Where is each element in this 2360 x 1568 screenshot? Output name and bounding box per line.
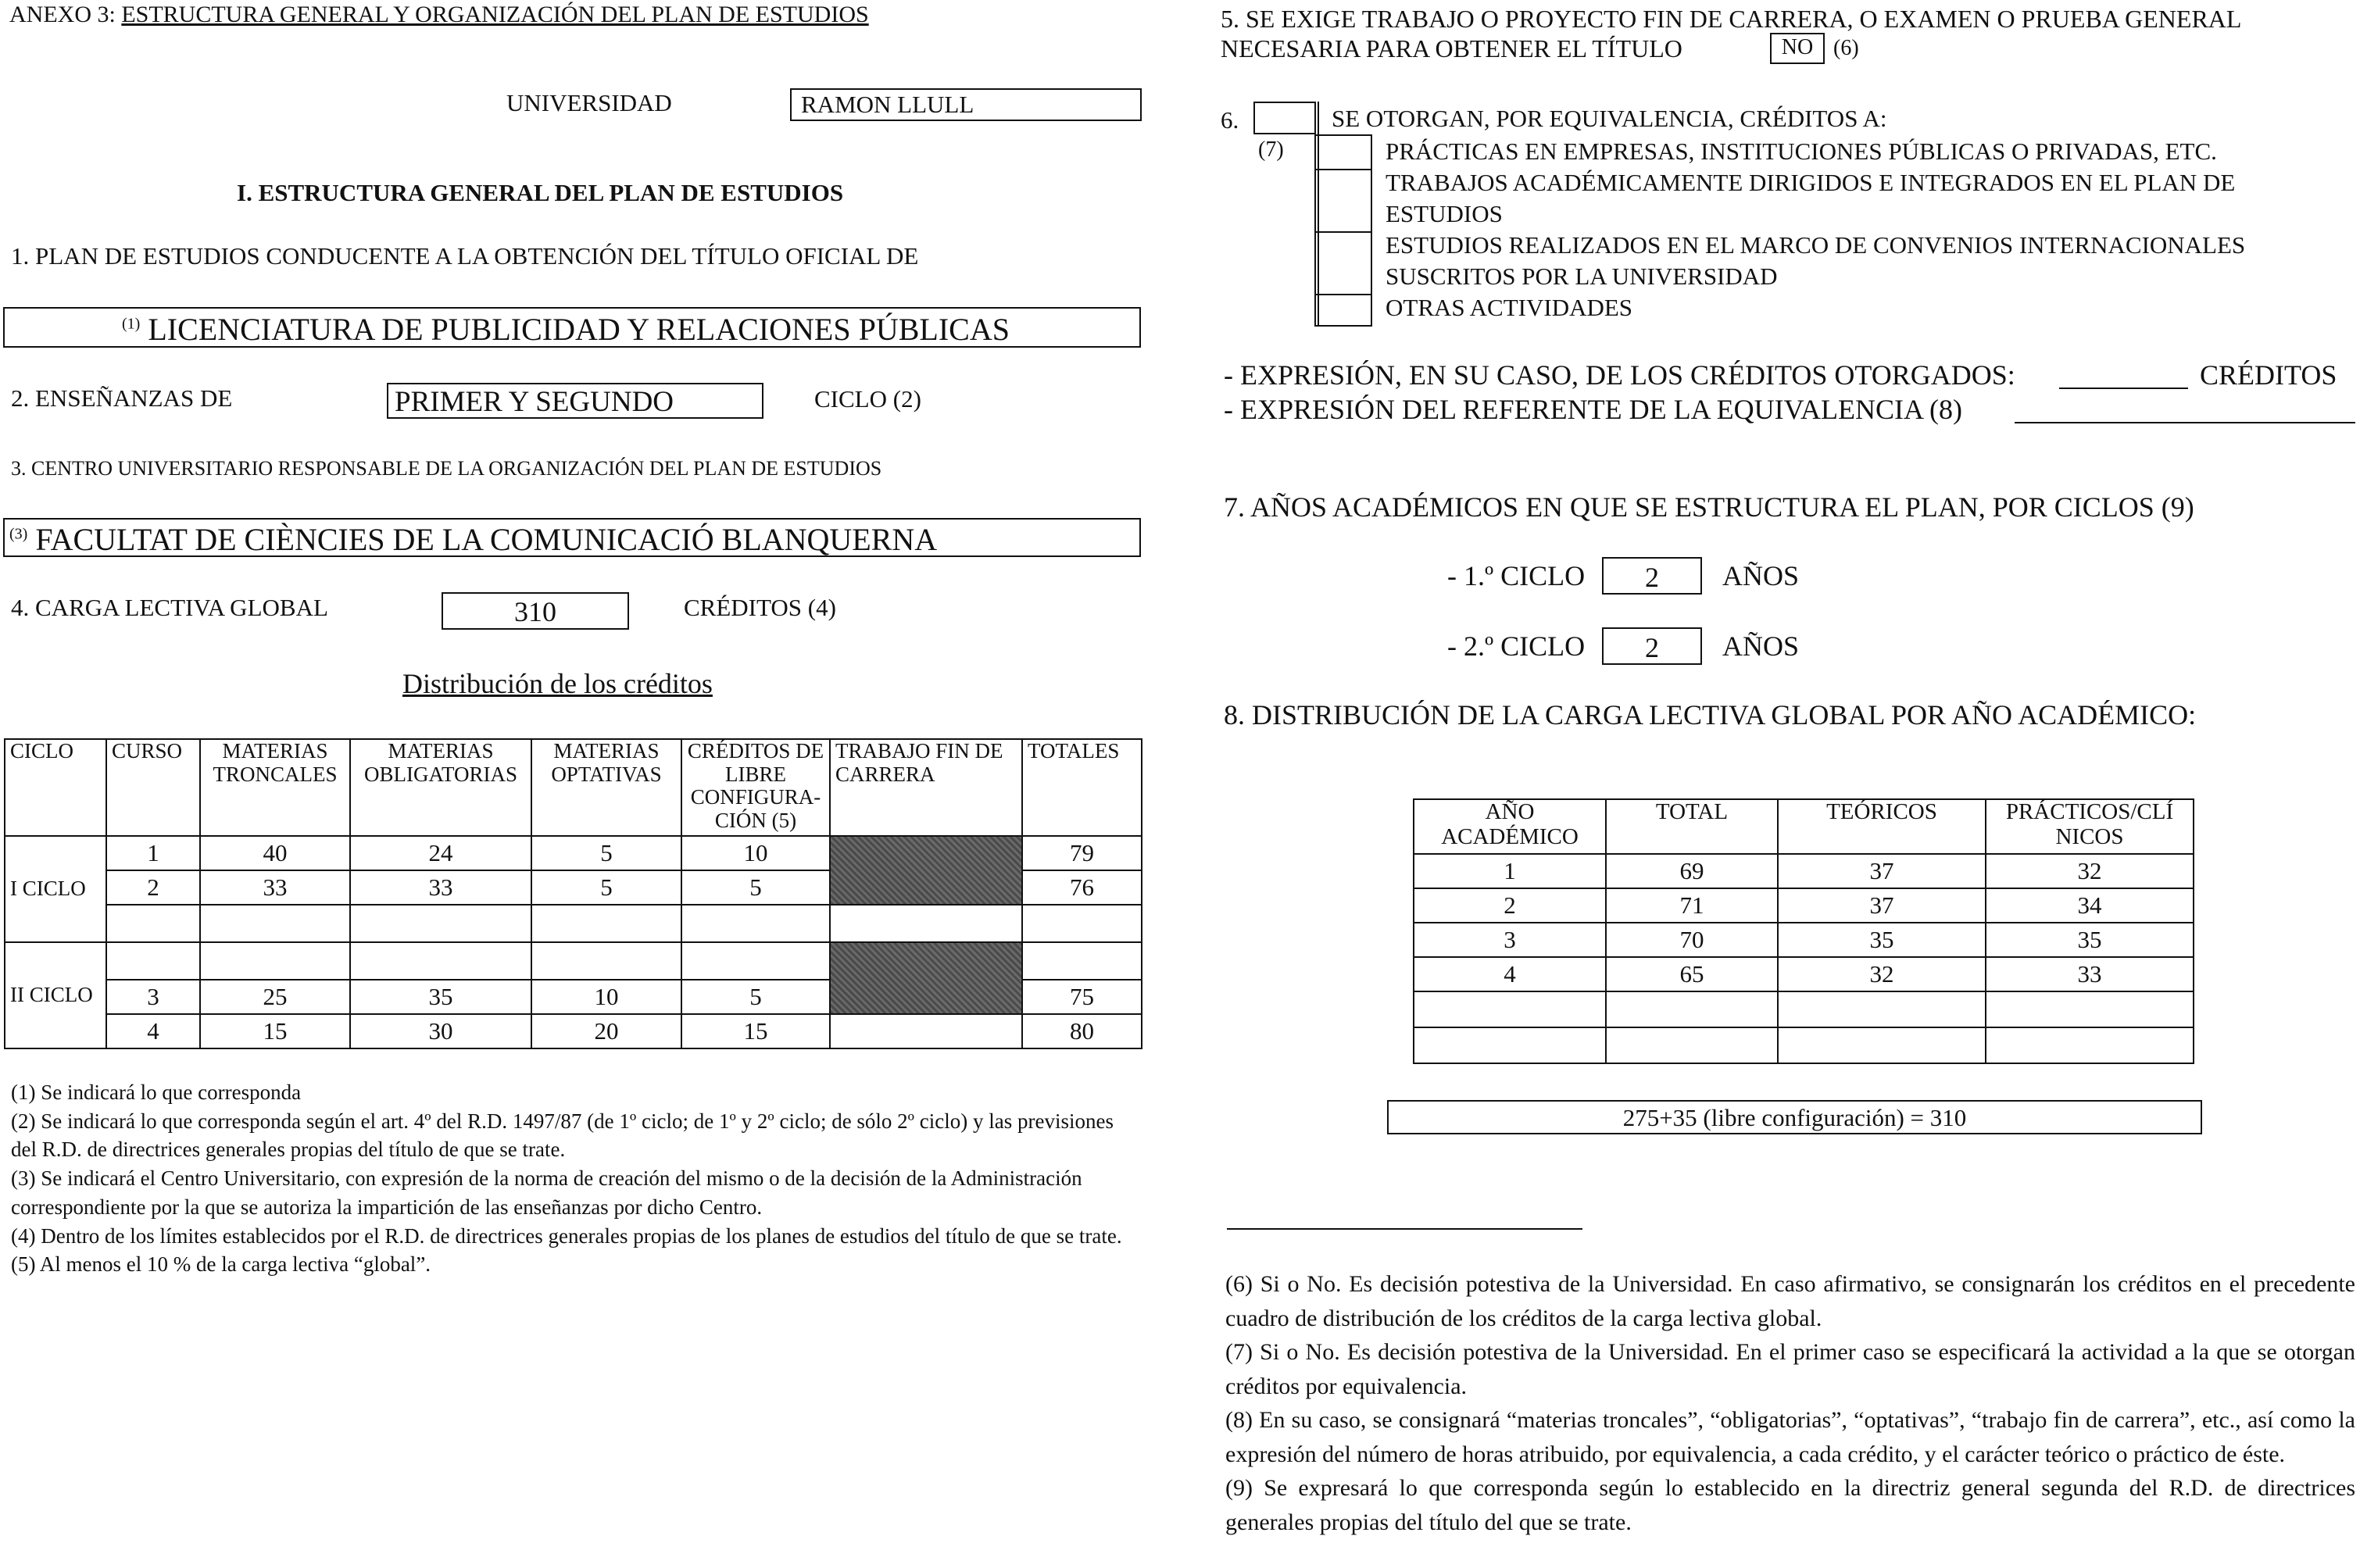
cycle-2-years-field	[1602, 627, 1702, 665]
cell-curso: 4	[106, 1014, 200, 1048]
cell-libre: 5	[681, 980, 830, 1014]
center-ref: (3)	[9, 525, 28, 543]
item-6-option-2: TRABAJOS ACADÉMICAMENTE DIRIGIDOS E INTEGRADOS EN EL PLAN DE	[1386, 169, 2236, 196]
cell-teoricos: 37	[1778, 854, 1986, 888]
total-credits-box	[1387, 1100, 2202, 1134]
cell-total: 76	[1022, 870, 1142, 905]
item-5-line-1: 5. SE EXIGE TRABAJO O PROYECTO FIN DE CARRERA, O EXAMEN O PRUEBA GENERAL	[1221, 5, 2242, 33]
item-6-option-3b: SUSCRITOS POR LA UNIVERSIDAD	[1386, 263, 1778, 290]
expression-credits-blank	[2059, 388, 2188, 389]
cell-optativas: 5	[531, 870, 681, 905]
cell-obligatorias: 24	[350, 836, 531, 870]
cell-total: 75	[1022, 980, 1142, 1014]
header-totales: TOTALES	[1022, 739, 1142, 836]
cell-total: 79	[1022, 836, 1142, 870]
annual-table-row	[1414, 888, 2194, 923]
cell-troncales: 15	[200, 1014, 350, 1048]
annual-load-table	[1413, 798, 2194, 1064]
expression-credits-suffix: CRÉDITOS	[2200, 359, 2337, 391]
university-value: RAMON LLULL	[801, 91, 974, 118]
cell-optativas: 20	[531, 1014, 681, 1048]
item-5-line-2: NECESARIA PARA OBTENER EL TÍTULO	[1221, 34, 1682, 63]
degree-title-value: LICENCIATURA DE PUBLICIDAD Y RELACIONES PÚBLICAS	[148, 312, 1010, 347]
header-obligatorias: MATERIAS OBLIGATORIAS	[350, 739, 531, 836]
cycle-2-years-value: 2	[1645, 632, 1659, 663]
header-ano-academico: AÑO ACADÉMICO	[1414, 799, 1606, 854]
annual-table-row	[1414, 957, 2194, 991]
teaching-cycle-value: PRIMER Y SEGUNDO	[395, 386, 674, 418]
footnote-5: (5) Al menos el 10 % de la carga lectiva “global”.	[11, 1252, 431, 1277]
cell-total: 80	[1022, 1014, 1142, 1048]
center-field	[3, 518, 1141, 557]
table-row	[5, 836, 1142, 870]
table-row	[5, 1014, 1142, 1048]
cell-year: 2	[1414, 888, 1606, 923]
cell-obligatorias: 33	[350, 870, 531, 905]
footnote-2: (2) Se indicará lo que corresponda según el art. 4º del R.D. 1497/87 (de 1º ciclo; de 1º y 2º ciclo; de sólo 2º ciclo) y las previsiones del R.D. de directrices generales propias del título de que se trate.	[11, 1109, 1114, 1162]
distribution-title: Distribución de los créditos	[402, 668, 713, 699]
footnote-6: (6) Si o No. Es decisión potestiva de la Universidad. En caso afirmativo, se consignarán los créditos en el precedente cuadro de distribución de los créditos de la carga lectiva global.	[1225, 1271, 2355, 1331]
cycle-1-years-field	[1602, 557, 1702, 595]
item-6-answer-box	[1253, 102, 1316, 134]
item-6-option-boxes	[1314, 134, 1372, 327]
cell-year: 4	[1414, 957, 1606, 991]
cell-troncales: 40	[200, 836, 350, 870]
header-optativas: MATERIAS OPTATIVAS	[531, 739, 681, 836]
cell-troncales: 33	[200, 870, 350, 905]
cell-optativas: 10	[531, 980, 681, 1014]
item-1-label: 1. PLAN DE ESTUDIOS CONDUCENTE A LA OBTENCIÓN DEL TÍTULO OFICIAL DE	[11, 242, 919, 270]
cell-trabajo-fin-shaded	[830, 942, 1022, 1014]
item-6-option-1: PRÁCTICAS EN EMPRESAS, INSTITUCIONES PÚBLICAS O PRIVADAS, ETC.	[1386, 138, 2217, 165]
annual-table-row	[1414, 923, 2194, 957]
header-teoricos: TEÓRICOS	[1778, 799, 1986, 854]
cell-curso: 1	[106, 836, 200, 870]
cycle-2-label: II CICLO	[5, 942, 106, 1048]
teaching-cycle-field	[387, 383, 763, 419]
annual-table-row-empty	[1414, 1027, 2194, 1063]
header-troncales: MATERIAS TRONCALES	[200, 739, 350, 836]
header-practicos: PRÁCTICOS/CLÍ NICOS	[1986, 799, 2194, 854]
item-5-ref: (6)	[1833, 36, 1859, 60]
university-label: UNIVERSIDAD	[506, 89, 672, 116]
footnote-9: (9) Se expresará lo que corresponda según lo establecido en la directriz general segunda del R.D. de directrices generales propias del título del que se trate.	[1225, 1475, 2355, 1535]
header-trabajo-fin: TRABAJO FIN DE CARRERA	[830, 739, 1022, 836]
credits-value: 310	[514, 596, 556, 627]
credits-field	[442, 592, 629, 630]
cell-trabajo-fin	[830, 1014, 1022, 1048]
footnote-separator	[1227, 1228, 1582, 1230]
cell-total: 70	[1606, 923, 1778, 957]
footnote-8: (8) En su caso, se consignará “materias troncales”, “obligatorias”, “optativas”, “trabajo fin de carrera”, etc., así como la expresión del número de horas atribuido, por equivalencia, a cada crédito, y el carácter teórico o práctico de éste.	[1225, 1407, 2355, 1467]
cell-teoricos: 37	[1778, 888, 1986, 923]
item-2-suffix: CICLO (2)	[814, 385, 921, 413]
annex-title: ESTRUCTURA GENERAL Y ORGANIZACIÓN DEL PLAN DE ESTUDIOS	[121, 2, 869, 27]
cycle-2-years-unit: AÑOS	[1722, 630, 1800, 662]
cell-teoricos: 32	[1778, 957, 1986, 991]
cell-practicos: 33	[1986, 957, 2194, 991]
section-title: I. ESTRUCTURA GENERAL DEL PLAN DE ESTUDIOS	[237, 179, 844, 206]
center-name	[9, 522, 937, 558]
center-value: FACULTAT DE CIÈNCIES DE LA COMUNICACIÓ BLANQUERNA	[35, 522, 938, 557]
item-5-answer-field	[1770, 33, 1825, 64]
footnote-7: (7) Si o No. Es decisión potestiva de la Universidad. En el primer caso se especificará la actividad a la que se otorgan créditos por equivalencia.	[1225, 1339, 2355, 1399]
cycle-1-years-unit: AÑOS	[1722, 560, 1800, 591]
item-6-option-4: OTRAS ACTIVIDADES	[1386, 294, 1633, 321]
item-6-option-2b: ESTUDIOS	[1386, 200, 1503, 227]
cell-libre: 15	[681, 1014, 830, 1048]
item-5-answer: NO	[1781, 35, 1814, 59]
header-libre-configuracion: CRÉDITOS DE LIBRE CONFIGURA-CIÓN (5)	[681, 739, 830, 836]
item-6-number: 6.	[1221, 106, 1239, 134]
table-row-empty	[5, 942, 1142, 980]
cell-obligatorias: 30	[350, 1014, 531, 1048]
expression-credits-label: - EXPRESIÓN, EN SU CASO, DE LOS CRÉDITOS OTORGADOS:	[1224, 359, 2015, 391]
annual-table-row	[1414, 854, 2194, 888]
cell-curso: 3	[106, 980, 200, 1014]
header-total: TOTAL	[1606, 799, 1778, 854]
cell-total: 65	[1606, 957, 1778, 991]
cell-practicos: 35	[1986, 923, 2194, 957]
annex-prefix: ANEXO 3:	[9, 2, 116, 27]
cell-year: 3	[1414, 923, 1606, 957]
annex-heading	[9, 2, 869, 29]
cycle-1-label: I CICLO	[5, 836, 106, 942]
item-6-option-3: ESTUDIOS REALIZADOS EN EL MARCO DE CONVENIOS INTERNACIONALES	[1386, 231, 2246, 259]
table-header-row	[5, 739, 1142, 836]
cell-year: 1	[1414, 854, 1606, 888]
right-footnotes	[1225, 1267, 2355, 1539]
annual-table-header-row	[1414, 799, 2194, 854]
cell-obligatorias: 35	[350, 980, 531, 1014]
cell-troncales: 25	[200, 980, 350, 1014]
item-4-suffix: CRÉDITOS (4)	[684, 594, 836, 621]
university-field	[790, 88, 1142, 121]
cell-teoricos: 35	[1778, 923, 1986, 957]
cycle-1-years-label: - 1.º CICLO	[1447, 560, 1586, 591]
item-7-label: 7. AÑOS ACADÉMICOS EN QUE SE ESTRUCTURA EL PLAN, POR CICLOS (9)	[1224, 491, 2194, 523]
item-6-ref: (7)	[1258, 138, 1284, 162]
cycle-1-years-value: 2	[1645, 562, 1659, 593]
footnote-1: (1) Se indicará lo que corresponda	[11, 1080, 302, 1104]
left-footnotes	[11, 1078, 1136, 1279]
cell-total: 69	[1606, 854, 1778, 888]
cell-optativas: 5	[531, 836, 681, 870]
item-4-label: 4. CARGA LECTIVA GLOBAL	[11, 594, 328, 621]
item-2-label: 2. ENSEÑANZAS DE	[11, 384, 233, 412]
total-credits-formula: 275+35 (libre configuración) = 310	[1622, 1104, 1967, 1131]
header-ciclo: CICLO	[5, 739, 106, 836]
item-3-label: 3. CENTRO UNIVERSITARIO RESPONSABLE DE LA ORGANIZACIÓN DEL PLAN DE ESTUDIOS	[11, 457, 882, 480]
degree-title	[122, 312, 1010, 348]
header-curso: CURSO	[106, 739, 200, 836]
degree-title-field	[3, 307, 1141, 348]
credits-distribution-table	[4, 738, 1142, 1049]
degree-title-ref: (1)	[122, 315, 141, 333]
cell-curso: 2	[106, 870, 200, 905]
cell-practicos: 34	[1986, 888, 2194, 923]
annual-table-row-empty	[1414, 991, 2194, 1027]
cell-total: 71	[1606, 888, 1778, 923]
cell-trabajo-fin-shaded	[830, 836, 1022, 905]
cell-libre: 5	[681, 870, 830, 905]
cell-practicos: 32	[1986, 854, 2194, 888]
footnote-3: (3) Se indicará el Centro Universitario, con expresión de la norma de creación del mismo o de la decisión de la Administración correspondiente por la que se autoriza la impartición de las enseñanzas por dicho Centro.	[11, 1166, 1082, 1219]
footnote-4: (4) Dentro de los límites establecidos por el R.D. de directrices generales propias de los planes de estudios del título de que se trate.	[11, 1223, 1122, 1248]
item-8-label: 8. DISTRIBUCIÓN DE LA CARGA LECTIVA GLOBAL POR AÑO ACADÉMICO:	[1224, 699, 2197, 730]
expression-reference-blank	[2015, 422, 2355, 423]
cycle-2-years-label: - 2.º CICLO	[1447, 630, 1586, 662]
table-row-empty	[5, 905, 1142, 942]
cell-libre: 10	[681, 836, 830, 870]
item-6-label: SE OTORGAN, POR EQUIVALENCIA, CRÉDITOS A:	[1332, 105, 1887, 132]
expression-reference-label: - EXPRESIÓN DEL REFERENTE DE LA EQUIVALENCIA (8)	[1224, 394, 1962, 425]
